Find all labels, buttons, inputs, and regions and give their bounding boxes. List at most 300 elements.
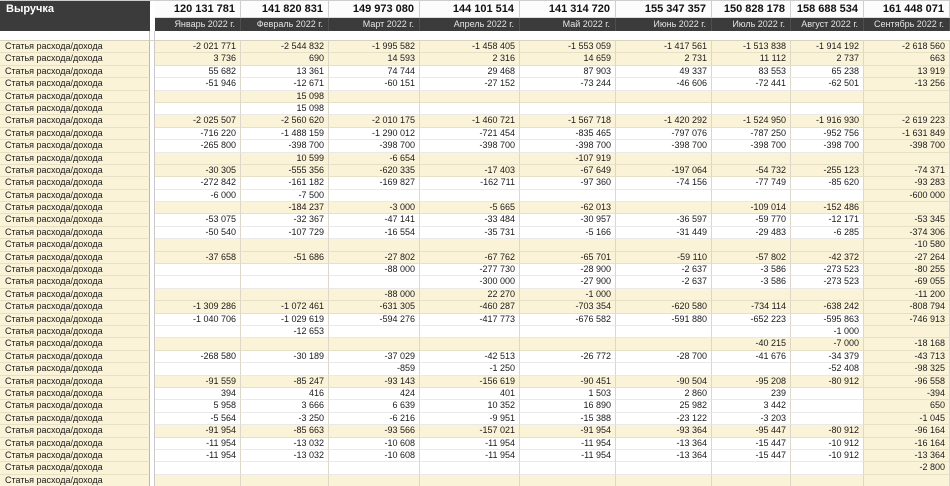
- row-label[interactable]: Статья расхода/дохода: [0, 66, 150, 78]
- value-cell[interactable]: 83 553: [712, 66, 791, 78]
- value-cell[interactable]: [420, 475, 520, 486]
- value-cell[interactable]: -169 827: [329, 177, 420, 189]
- value-cell[interactable]: [420, 153, 520, 165]
- value-cell[interactable]: -98 325: [864, 363, 950, 375]
- value-cell[interactable]: -31 449: [616, 227, 712, 239]
- value-cell[interactable]: -57 802: [712, 252, 791, 264]
- value-cell[interactable]: [864, 475, 950, 486]
- value-cell[interactable]: 424: [329, 388, 420, 400]
- value-cell[interactable]: [155, 326, 241, 338]
- row-label[interactable]: Статья расхода/дохода: [0, 351, 150, 363]
- row-label[interactable]: Статья расхода/дохода: [0, 128, 150, 140]
- value-cell[interactable]: -835 465: [520, 128, 616, 140]
- value-cell[interactable]: -1 045: [864, 413, 950, 425]
- value-cell[interactable]: 15 098: [241, 91, 329, 103]
- value-cell[interactable]: -53 345: [864, 214, 950, 226]
- value-cell[interactable]: -162 711: [420, 177, 520, 189]
- value-cell[interactable]: -12 671: [241, 78, 329, 90]
- value-cell[interactable]: -268 580: [155, 351, 241, 363]
- value-cell[interactable]: 3 442: [712, 400, 791, 412]
- value-cell[interactable]: [520, 363, 616, 375]
- value-cell[interactable]: 25 982: [616, 400, 712, 412]
- value-cell[interactable]: [241, 264, 329, 276]
- value-cell[interactable]: -1 567 718: [520, 115, 616, 127]
- value-cell[interactable]: [520, 91, 616, 103]
- value-cell[interactable]: -10 912: [791, 438, 864, 450]
- value-cell[interactable]: -73 244: [520, 78, 616, 90]
- month-header-cell[interactable]: Март 2022 г.: [329, 18, 420, 31]
- value-cell[interactable]: -85 663: [241, 425, 329, 437]
- value-cell[interactable]: [864, 91, 950, 103]
- value-cell[interactable]: [241, 276, 329, 288]
- value-cell[interactable]: [155, 363, 241, 375]
- value-cell[interactable]: 16 890: [520, 400, 616, 412]
- value-cell[interactable]: 87 903: [520, 66, 616, 78]
- value-cell[interactable]: -107 919: [520, 153, 616, 165]
- row-label[interactable]: Статья расхода/дохода: [0, 140, 150, 152]
- row-label[interactable]: Статья расхода/дохода: [0, 190, 150, 202]
- value-cell[interactable]: [520, 239, 616, 251]
- value-cell[interactable]: [155, 239, 241, 251]
- row-label[interactable]: Статья расхода/дохода: [0, 413, 150, 425]
- row-label[interactable]: Статья расхода/дохода: [0, 239, 150, 251]
- value-cell[interactable]: -2 025 507: [155, 115, 241, 127]
- value-cell[interactable]: -2 800: [864, 462, 950, 474]
- value-cell[interactable]: -27 802: [329, 252, 420, 264]
- value-cell[interactable]: -15 447: [712, 450, 791, 462]
- value-cell[interactable]: -13 256: [864, 78, 950, 90]
- value-cell[interactable]: -1 040 706: [155, 314, 241, 326]
- value-cell[interactable]: -1 000: [520, 289, 616, 301]
- value-cell[interactable]: [616, 363, 712, 375]
- value-cell[interactable]: -16 554: [329, 227, 420, 239]
- value-cell[interactable]: [616, 202, 712, 214]
- value-cell[interactable]: -10 608: [329, 450, 420, 462]
- value-cell[interactable]: [329, 475, 420, 486]
- value-cell[interactable]: -36 597: [616, 214, 712, 226]
- value-cell[interactable]: [616, 326, 712, 338]
- value-cell[interactable]: -30 189: [241, 351, 329, 363]
- value-cell[interactable]: -65 701: [520, 252, 616, 264]
- value-cell[interactable]: [864, 202, 950, 214]
- value-cell[interactable]: -197 064: [616, 165, 712, 177]
- row-label[interactable]: Статья расхода/дохода: [0, 338, 150, 350]
- value-cell[interactable]: [420, 338, 520, 350]
- value-cell[interactable]: 239: [712, 388, 791, 400]
- value-cell[interactable]: -97 360: [520, 177, 616, 189]
- value-cell[interactable]: -7 500: [241, 190, 329, 202]
- row-label[interactable]: Статья расхода/дохода: [0, 462, 150, 474]
- row-label[interactable]: Статья расхода/дохода: [0, 252, 150, 264]
- value-cell[interactable]: -51 686: [241, 252, 329, 264]
- value-cell[interactable]: -1 072 461: [241, 301, 329, 313]
- value-cell[interactable]: [616, 91, 712, 103]
- value-cell[interactable]: -95 208: [712, 376, 791, 388]
- value-cell[interactable]: [420, 239, 520, 251]
- row-label[interactable]: Статья расхода/дохода: [0, 289, 150, 301]
- value-cell[interactable]: -11 954: [420, 450, 520, 462]
- value-cell[interactable]: -59 110: [616, 252, 712, 264]
- month-header-cell[interactable]: Сентябрь 2022 г.: [864, 18, 950, 31]
- value-cell[interactable]: [241, 462, 329, 474]
- value-cell[interactable]: -96 558: [864, 376, 950, 388]
- value-cell[interactable]: -273 523: [791, 276, 864, 288]
- value-cell[interactable]: 5 958: [155, 400, 241, 412]
- value-cell[interactable]: -37 029: [329, 351, 420, 363]
- row-label[interactable]: Статья расхода/дохода: [0, 276, 150, 288]
- row-label[interactable]: Статья расхода/дохода: [0, 165, 150, 177]
- value-cell[interactable]: [712, 239, 791, 251]
- revenue-total-cell[interactable]: 141 820 831: [241, 1, 329, 18]
- row-label[interactable]: Статья расхода/дохода: [0, 264, 150, 276]
- value-cell[interactable]: -398 700: [712, 140, 791, 152]
- row-label[interactable]: Статья расхода/дохода: [0, 103, 150, 115]
- row-label[interactable]: Статья расхода/дохода: [0, 438, 150, 450]
- value-cell[interactable]: 14 659: [520, 53, 616, 65]
- value-cell[interactable]: -40 215: [712, 338, 791, 350]
- value-cell[interactable]: [791, 462, 864, 474]
- value-cell[interactable]: -746 913: [864, 314, 950, 326]
- value-cell[interactable]: [520, 475, 616, 486]
- value-cell[interactable]: [864, 153, 950, 165]
- month-header-cell[interactable]: Январь 2022 г.: [155, 18, 241, 31]
- value-cell[interactable]: -77 749: [712, 177, 791, 189]
- month-header-cell[interactable]: Август 2022 г.: [791, 18, 864, 31]
- value-cell[interactable]: -595 863: [791, 314, 864, 326]
- value-cell[interactable]: -80 912: [791, 376, 864, 388]
- value-cell[interactable]: -1 417 561: [616, 41, 712, 53]
- value-cell[interactable]: -11 954: [420, 438, 520, 450]
- row-label[interactable]: Статья расхода/дохода: [0, 53, 150, 65]
- row-label[interactable]: Статья расхода/дохода: [0, 326, 150, 338]
- value-cell[interactable]: 22 270: [420, 289, 520, 301]
- value-cell[interactable]: [616, 338, 712, 350]
- row-label[interactable]: Статья расхода/дохода: [0, 115, 150, 127]
- value-cell[interactable]: [329, 239, 420, 251]
- value-cell[interactable]: 2 737: [791, 53, 864, 65]
- value-cell[interactable]: 11 112: [712, 53, 791, 65]
- value-cell[interactable]: [241, 475, 329, 486]
- value-cell[interactable]: -3 000: [329, 202, 420, 214]
- value-cell[interactable]: -88 000: [329, 289, 420, 301]
- value-cell[interactable]: -1 553 059: [520, 41, 616, 53]
- row-label[interactable]: Статья расхода/дохода: [0, 425, 150, 437]
- value-cell[interactable]: [420, 326, 520, 338]
- value-cell[interactable]: -734 114: [712, 301, 791, 313]
- value-cell[interactable]: -3 203: [712, 413, 791, 425]
- value-cell[interactable]: -1 460 721: [420, 115, 520, 127]
- value-cell[interactable]: -13 364: [864, 450, 950, 462]
- revenue-total-cell[interactable]: 150 828 178: [712, 1, 791, 18]
- value-cell[interactable]: -1 513 838: [712, 41, 791, 53]
- value-cell[interactable]: [329, 326, 420, 338]
- value-cell[interactable]: -2 544 832: [241, 41, 329, 53]
- value-cell[interactable]: -1 250: [420, 363, 520, 375]
- value-cell[interactable]: [155, 475, 241, 486]
- value-cell[interactable]: -676 582: [520, 314, 616, 326]
- value-cell[interactable]: -13 364: [616, 450, 712, 462]
- value-cell[interactable]: -11 954: [155, 450, 241, 462]
- revenue-total-cell[interactable]: 144 101 514: [420, 1, 520, 18]
- value-cell[interactable]: [616, 239, 712, 251]
- value-cell[interactable]: 55 682: [155, 66, 241, 78]
- value-cell[interactable]: -184 237: [241, 202, 329, 214]
- value-cell[interactable]: -6 216: [329, 413, 420, 425]
- value-cell[interactable]: 416: [241, 388, 329, 400]
- row-label[interactable]: Статья расхода/дохода: [0, 301, 150, 313]
- value-cell[interactable]: -460 287: [420, 301, 520, 313]
- value-cell[interactable]: -1 916 930: [791, 115, 864, 127]
- value-cell[interactable]: -2 010 175: [329, 115, 420, 127]
- value-cell[interactable]: -34 379: [791, 351, 864, 363]
- value-cell[interactable]: -255 123: [791, 165, 864, 177]
- value-cell[interactable]: -96 164: [864, 425, 950, 437]
- value-cell[interactable]: [791, 413, 864, 425]
- row-label[interactable]: Статья расхода/дохода: [0, 78, 150, 90]
- value-cell[interactable]: -374 306: [864, 227, 950, 239]
- value-cell[interactable]: -74 156: [616, 177, 712, 189]
- value-cell[interactable]: [864, 326, 950, 338]
- value-cell[interactable]: -62 501: [791, 78, 864, 90]
- value-cell[interactable]: [155, 91, 241, 103]
- value-cell[interactable]: 13 361: [241, 66, 329, 78]
- value-cell[interactable]: -23 122: [616, 413, 712, 425]
- value-cell[interactable]: -69 055: [864, 276, 950, 288]
- value-cell[interactable]: -1 914 192: [791, 41, 864, 53]
- value-cell[interactable]: -109 014: [712, 202, 791, 214]
- value-cell[interactable]: -6 285: [791, 227, 864, 239]
- value-cell[interactable]: -60 151: [329, 78, 420, 90]
- value-cell[interactable]: -9 951: [420, 413, 520, 425]
- value-cell[interactable]: [155, 289, 241, 301]
- value-cell[interactable]: [420, 462, 520, 474]
- value-cell[interactable]: -90 504: [616, 376, 712, 388]
- value-cell[interactable]: -787 250: [712, 128, 791, 140]
- value-cell[interactable]: -1 524 950: [712, 115, 791, 127]
- value-cell[interactable]: -265 800: [155, 140, 241, 152]
- value-cell[interactable]: 6 639: [329, 400, 420, 412]
- value-cell[interactable]: -93 143: [329, 376, 420, 388]
- value-cell[interactable]: -2 021 771: [155, 41, 241, 53]
- value-cell[interactable]: -91 559: [155, 376, 241, 388]
- month-header-cell[interactable]: Апрель 2022 г.: [420, 18, 520, 31]
- value-cell[interactable]: -26 772: [520, 351, 616, 363]
- value-cell[interactable]: -5 665: [420, 202, 520, 214]
- value-cell[interactable]: [241, 363, 329, 375]
- value-cell[interactable]: [791, 153, 864, 165]
- value-cell[interactable]: [520, 103, 616, 115]
- value-cell[interactable]: -46 606: [616, 78, 712, 90]
- month-header-cell[interactable]: Июль 2022 г.: [712, 18, 791, 31]
- value-cell[interactable]: -17 403: [420, 165, 520, 177]
- value-cell[interactable]: -398 700: [420, 140, 520, 152]
- value-cell[interactable]: [329, 91, 420, 103]
- value-cell[interactable]: -6 000: [155, 190, 241, 202]
- value-cell[interactable]: [155, 338, 241, 350]
- value-cell[interactable]: [616, 103, 712, 115]
- revenue-total-cell[interactable]: 141 314 720: [520, 1, 616, 18]
- value-cell[interactable]: [329, 103, 420, 115]
- value-cell[interactable]: [712, 462, 791, 474]
- value-cell[interactable]: -42 513: [420, 351, 520, 363]
- value-cell[interactable]: -13 032: [241, 438, 329, 450]
- value-cell[interactable]: -3 586: [712, 264, 791, 276]
- value-cell[interactable]: 10 599: [241, 153, 329, 165]
- value-cell[interactable]: -703 354: [520, 301, 616, 313]
- value-cell[interactable]: -90 451: [520, 376, 616, 388]
- value-cell[interactable]: 663: [864, 53, 950, 65]
- value-cell[interactable]: -93 364: [616, 425, 712, 437]
- value-cell[interactable]: -161 182: [241, 177, 329, 189]
- row-label[interactable]: Статья расхода/дохода: [0, 91, 150, 103]
- row-label[interactable]: Статья расхода/дохода: [0, 214, 150, 226]
- value-cell[interactable]: -3 586: [712, 276, 791, 288]
- value-cell[interactable]: [791, 239, 864, 251]
- value-cell[interactable]: [791, 400, 864, 412]
- value-cell[interactable]: [155, 103, 241, 115]
- value-cell[interactable]: -1 029 619: [241, 314, 329, 326]
- value-cell[interactable]: 13 919: [864, 66, 950, 78]
- value-cell[interactable]: -95 447: [712, 425, 791, 437]
- value-cell[interactable]: [241, 239, 329, 251]
- value-cell[interactable]: [791, 91, 864, 103]
- value-cell[interactable]: [616, 462, 712, 474]
- value-cell[interactable]: [712, 326, 791, 338]
- value-cell[interactable]: -594 276: [329, 314, 420, 326]
- value-cell[interactable]: -12 171: [791, 214, 864, 226]
- revenue-total-cell[interactable]: 161 448 071: [864, 1, 950, 18]
- value-cell[interactable]: -85 247: [241, 376, 329, 388]
- value-cell[interactable]: -93 566: [329, 425, 420, 437]
- value-cell[interactable]: -1 290 012: [329, 128, 420, 140]
- value-cell[interactable]: -398 700: [241, 140, 329, 152]
- value-cell[interactable]: -11 200: [864, 289, 950, 301]
- value-cell[interactable]: -53 075: [155, 214, 241, 226]
- value-cell[interactable]: -6 654: [329, 153, 420, 165]
- value-cell[interactable]: -52 408: [791, 363, 864, 375]
- value-cell[interactable]: 690: [241, 53, 329, 65]
- value-cell[interactable]: [712, 103, 791, 115]
- value-cell[interactable]: -13 032: [241, 450, 329, 462]
- value-cell[interactable]: -42 372: [791, 252, 864, 264]
- value-cell[interactable]: [791, 475, 864, 486]
- value-cell[interactable]: 650: [864, 400, 950, 412]
- value-cell[interactable]: [520, 190, 616, 202]
- value-cell[interactable]: -152 486: [791, 202, 864, 214]
- value-cell[interactable]: -591 880: [616, 314, 712, 326]
- value-cell[interactable]: -59 770: [712, 214, 791, 226]
- value-cell[interactable]: -156 619: [420, 376, 520, 388]
- value-cell[interactable]: -80 912: [791, 425, 864, 437]
- value-cell[interactable]: -808 794: [864, 301, 950, 313]
- value-cell[interactable]: -15 388: [520, 413, 616, 425]
- value-cell[interactable]: -35 731: [420, 227, 520, 239]
- value-cell[interactable]: -27 152: [420, 78, 520, 90]
- value-cell[interactable]: -72 441: [712, 78, 791, 90]
- value-cell[interactable]: -2 637: [616, 276, 712, 288]
- value-cell[interactable]: -91 954: [520, 425, 616, 437]
- value-cell[interactable]: [712, 153, 791, 165]
- value-cell[interactable]: -11 954: [155, 438, 241, 450]
- value-cell[interactable]: -62 013: [520, 202, 616, 214]
- value-cell[interactable]: -638 242: [791, 301, 864, 313]
- value-cell[interactable]: -620 335: [329, 165, 420, 177]
- value-cell[interactable]: 15 098: [241, 103, 329, 115]
- value-cell[interactable]: -1 995 582: [329, 41, 420, 53]
- value-cell[interactable]: -1 000: [791, 326, 864, 338]
- revenue-total-cell[interactable]: 120 131 781: [155, 1, 241, 18]
- value-cell[interactable]: -2 560 620: [241, 115, 329, 127]
- value-cell[interactable]: 3 666: [241, 400, 329, 412]
- month-header-cell[interactable]: Февраль 2022 г.: [241, 18, 329, 31]
- value-cell[interactable]: -1 631 849: [864, 128, 950, 140]
- value-cell[interactable]: [616, 289, 712, 301]
- value-cell[interactable]: -91 954: [155, 425, 241, 437]
- value-cell[interactable]: -10 580: [864, 239, 950, 251]
- row-label[interactable]: Статья расхода/дохода: [0, 202, 150, 214]
- value-cell[interactable]: [616, 153, 712, 165]
- value-cell[interactable]: -43 713: [864, 351, 950, 363]
- value-cell[interactable]: [155, 202, 241, 214]
- row-label[interactable]: Статья расхода/дохода: [0, 153, 150, 165]
- value-cell[interactable]: -29 483: [712, 227, 791, 239]
- value-cell[interactable]: -51 946: [155, 78, 241, 90]
- value-cell[interactable]: -11 954: [520, 450, 616, 462]
- value-cell[interactable]: [241, 338, 329, 350]
- value-cell[interactable]: -555 356: [241, 165, 329, 177]
- value-cell[interactable]: -398 700: [520, 140, 616, 152]
- value-cell[interactable]: -721 454: [420, 128, 520, 140]
- value-cell[interactable]: 401: [420, 388, 520, 400]
- value-cell[interactable]: -12 653: [241, 326, 329, 338]
- row-label[interactable]: Статья расхода/дохода: [0, 177, 150, 189]
- value-cell[interactable]: [712, 91, 791, 103]
- value-cell[interactable]: [791, 103, 864, 115]
- value-cell[interactable]: -2 637: [616, 264, 712, 276]
- value-cell[interactable]: 65 238: [791, 66, 864, 78]
- value-cell[interactable]: [712, 363, 791, 375]
- row-label[interactable]: Статья расхода/дохода: [0, 475, 150, 486]
- value-cell[interactable]: -67 762: [420, 252, 520, 264]
- value-cell[interactable]: [155, 462, 241, 474]
- value-cell[interactable]: -27 900: [520, 276, 616, 288]
- value-cell[interactable]: -859: [329, 363, 420, 375]
- value-cell[interactable]: [329, 338, 420, 350]
- value-cell[interactable]: [520, 338, 616, 350]
- value-cell[interactable]: [520, 462, 616, 474]
- value-cell[interactable]: -398 700: [329, 140, 420, 152]
- value-cell[interactable]: -620 580: [616, 301, 712, 313]
- value-cell[interactable]: [712, 289, 791, 301]
- value-cell[interactable]: -74 371: [864, 165, 950, 177]
- value-cell[interactable]: -18 168: [864, 338, 950, 350]
- value-cell[interactable]: -716 220: [155, 128, 241, 140]
- value-cell[interactable]: [520, 326, 616, 338]
- value-cell[interactable]: -3 250: [241, 413, 329, 425]
- value-cell[interactable]: -10 912: [791, 450, 864, 462]
- revenue-total-cell[interactable]: 158 688 534: [791, 1, 864, 18]
- value-cell[interactable]: [420, 103, 520, 115]
- value-cell[interactable]: -952 756: [791, 128, 864, 140]
- value-cell[interactable]: -631 305: [329, 301, 420, 313]
- value-cell[interactable]: -30 305: [155, 165, 241, 177]
- value-cell[interactable]: -93 283: [864, 177, 950, 189]
- value-cell[interactable]: 1 503: [520, 388, 616, 400]
- value-cell[interactable]: -67 649: [520, 165, 616, 177]
- row-label[interactable]: Статья расхода/дохода: [0, 314, 150, 326]
- value-cell[interactable]: -88 000: [329, 264, 420, 276]
- value-cell[interactable]: -50 540: [155, 227, 241, 239]
